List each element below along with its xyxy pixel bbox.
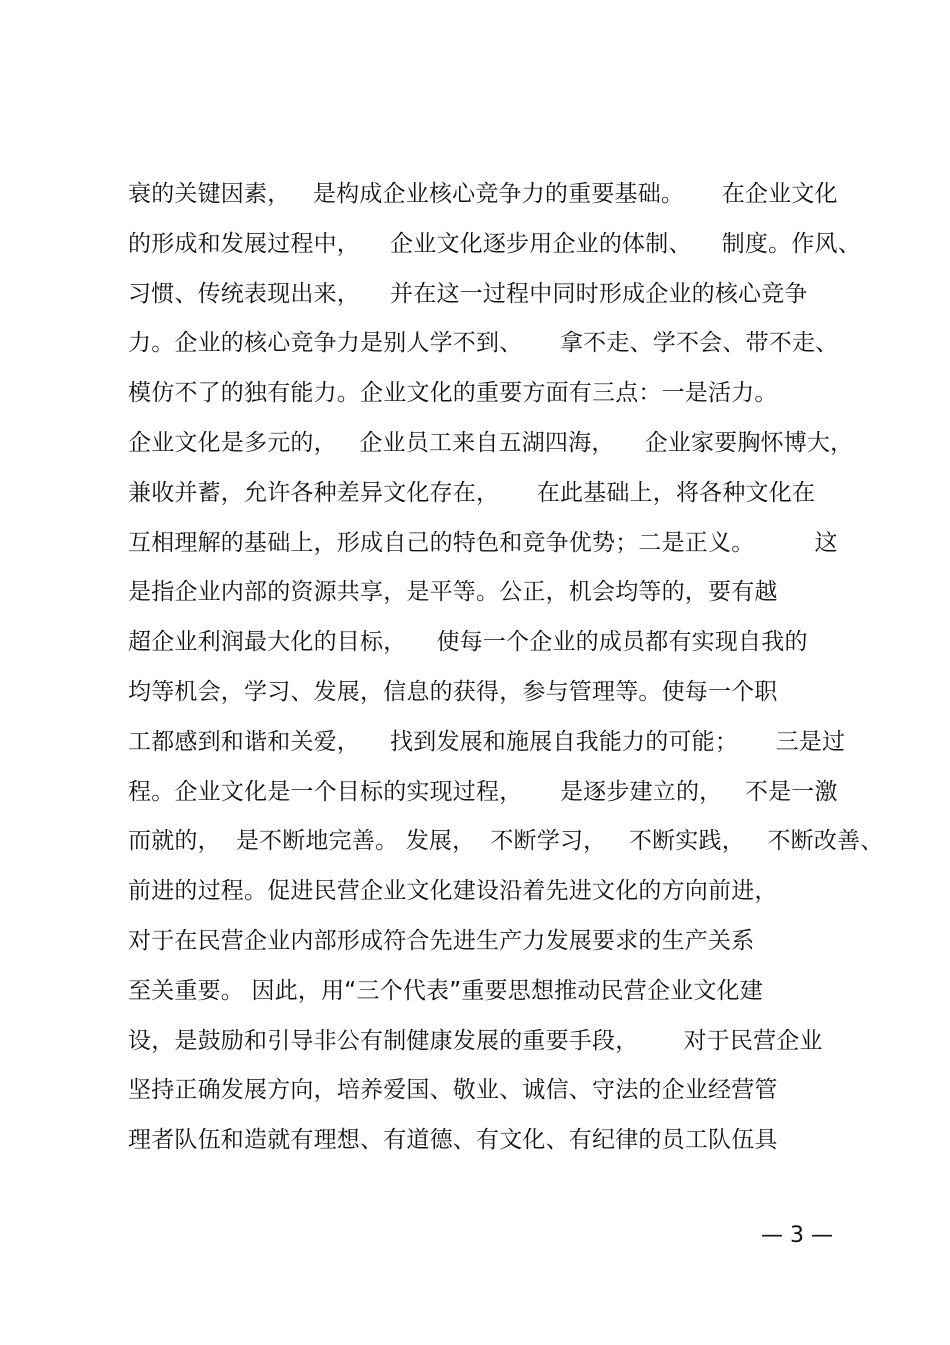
text-line: 互相理解的基础上，形成自己的特色和竞争优势；二是正义。 这 [128, 529, 838, 556]
text-line: 力。企业的核心竞争力是别人学不到、 拿不走、学不会、带不走、 [128, 330, 839, 357]
text-line: 设，是鼓励和引导非公有制健康发展的重要手段， 对于民营企业 [128, 1027, 823, 1054]
text-line: 至关重要。 因此，用“三个代表”重要思想推动民营企业文化建 [128, 977, 763, 1004]
page-number: — 3 — [761, 1223, 833, 1248]
text-line: 兼收并蓄，允许各种差异文化存在， 在此基础上，将各种文化在 [128, 479, 816, 506]
text-line: 理者队伍和造就有理想、有道德、有文化、有纪律的员工队伍具 [128, 1127, 778, 1154]
text-line: 坚持正确发展方向，培养爱国、敬业、诚信、守法的企业经营管 [128, 1077, 778, 1104]
text-line: 而就的， 是不断地完善。 发展， 不断学习， 不断实践， 不断改善、 [128, 828, 884, 855]
body-text [128, 170, 884, 1166]
text-line: 衰的关键因素， 是构成企业核心竞争力的重要基础。 在企业文化 [128, 181, 838, 207]
text-line: 对于在民营企业内部形成符合先进生产力发展要求的生产关系 [128, 927, 755, 954]
text-line: 企业文化是多元的， 企业员工来自五湖四海， 企业家要胸怀博大， [128, 429, 854, 456]
text-line: 程。企业文化是一个目标的实现过程， 是逐步建立的， 不是一激 [128, 778, 838, 805]
text-line: 前进的过程。促进民营企业文化建设沿着先进文化的方向前进， [128, 878, 778, 905]
text-line: 习惯、传统表现出来， 并在这一过程中同时形成企业的核心竞争 [128, 280, 808, 307]
text-line: 工都感到和谐和关爱， 找到发展和施展自我能力的可能； 三是过 [128, 728, 846, 755]
text-line: 均等机会，学习、发展，信息的获得，参与管理等。使每一个职 [128, 678, 778, 705]
text-line: 是指企业内部的资源共享，是平等。公正，机会均等的，要有越 [128, 579, 778, 606]
text-line: 模仿不了的独有能力。企业文化的重要方面有三点：一是活力。 [128, 380, 778, 407]
text-line: 的形成和发展过程中， 企业文化逐步用企业的体制、 制度。作风、 [128, 230, 861, 257]
text-line: 超企业利润最大化的目标， 使每一个企业的成员都有实现自我的 [128, 629, 808, 656]
